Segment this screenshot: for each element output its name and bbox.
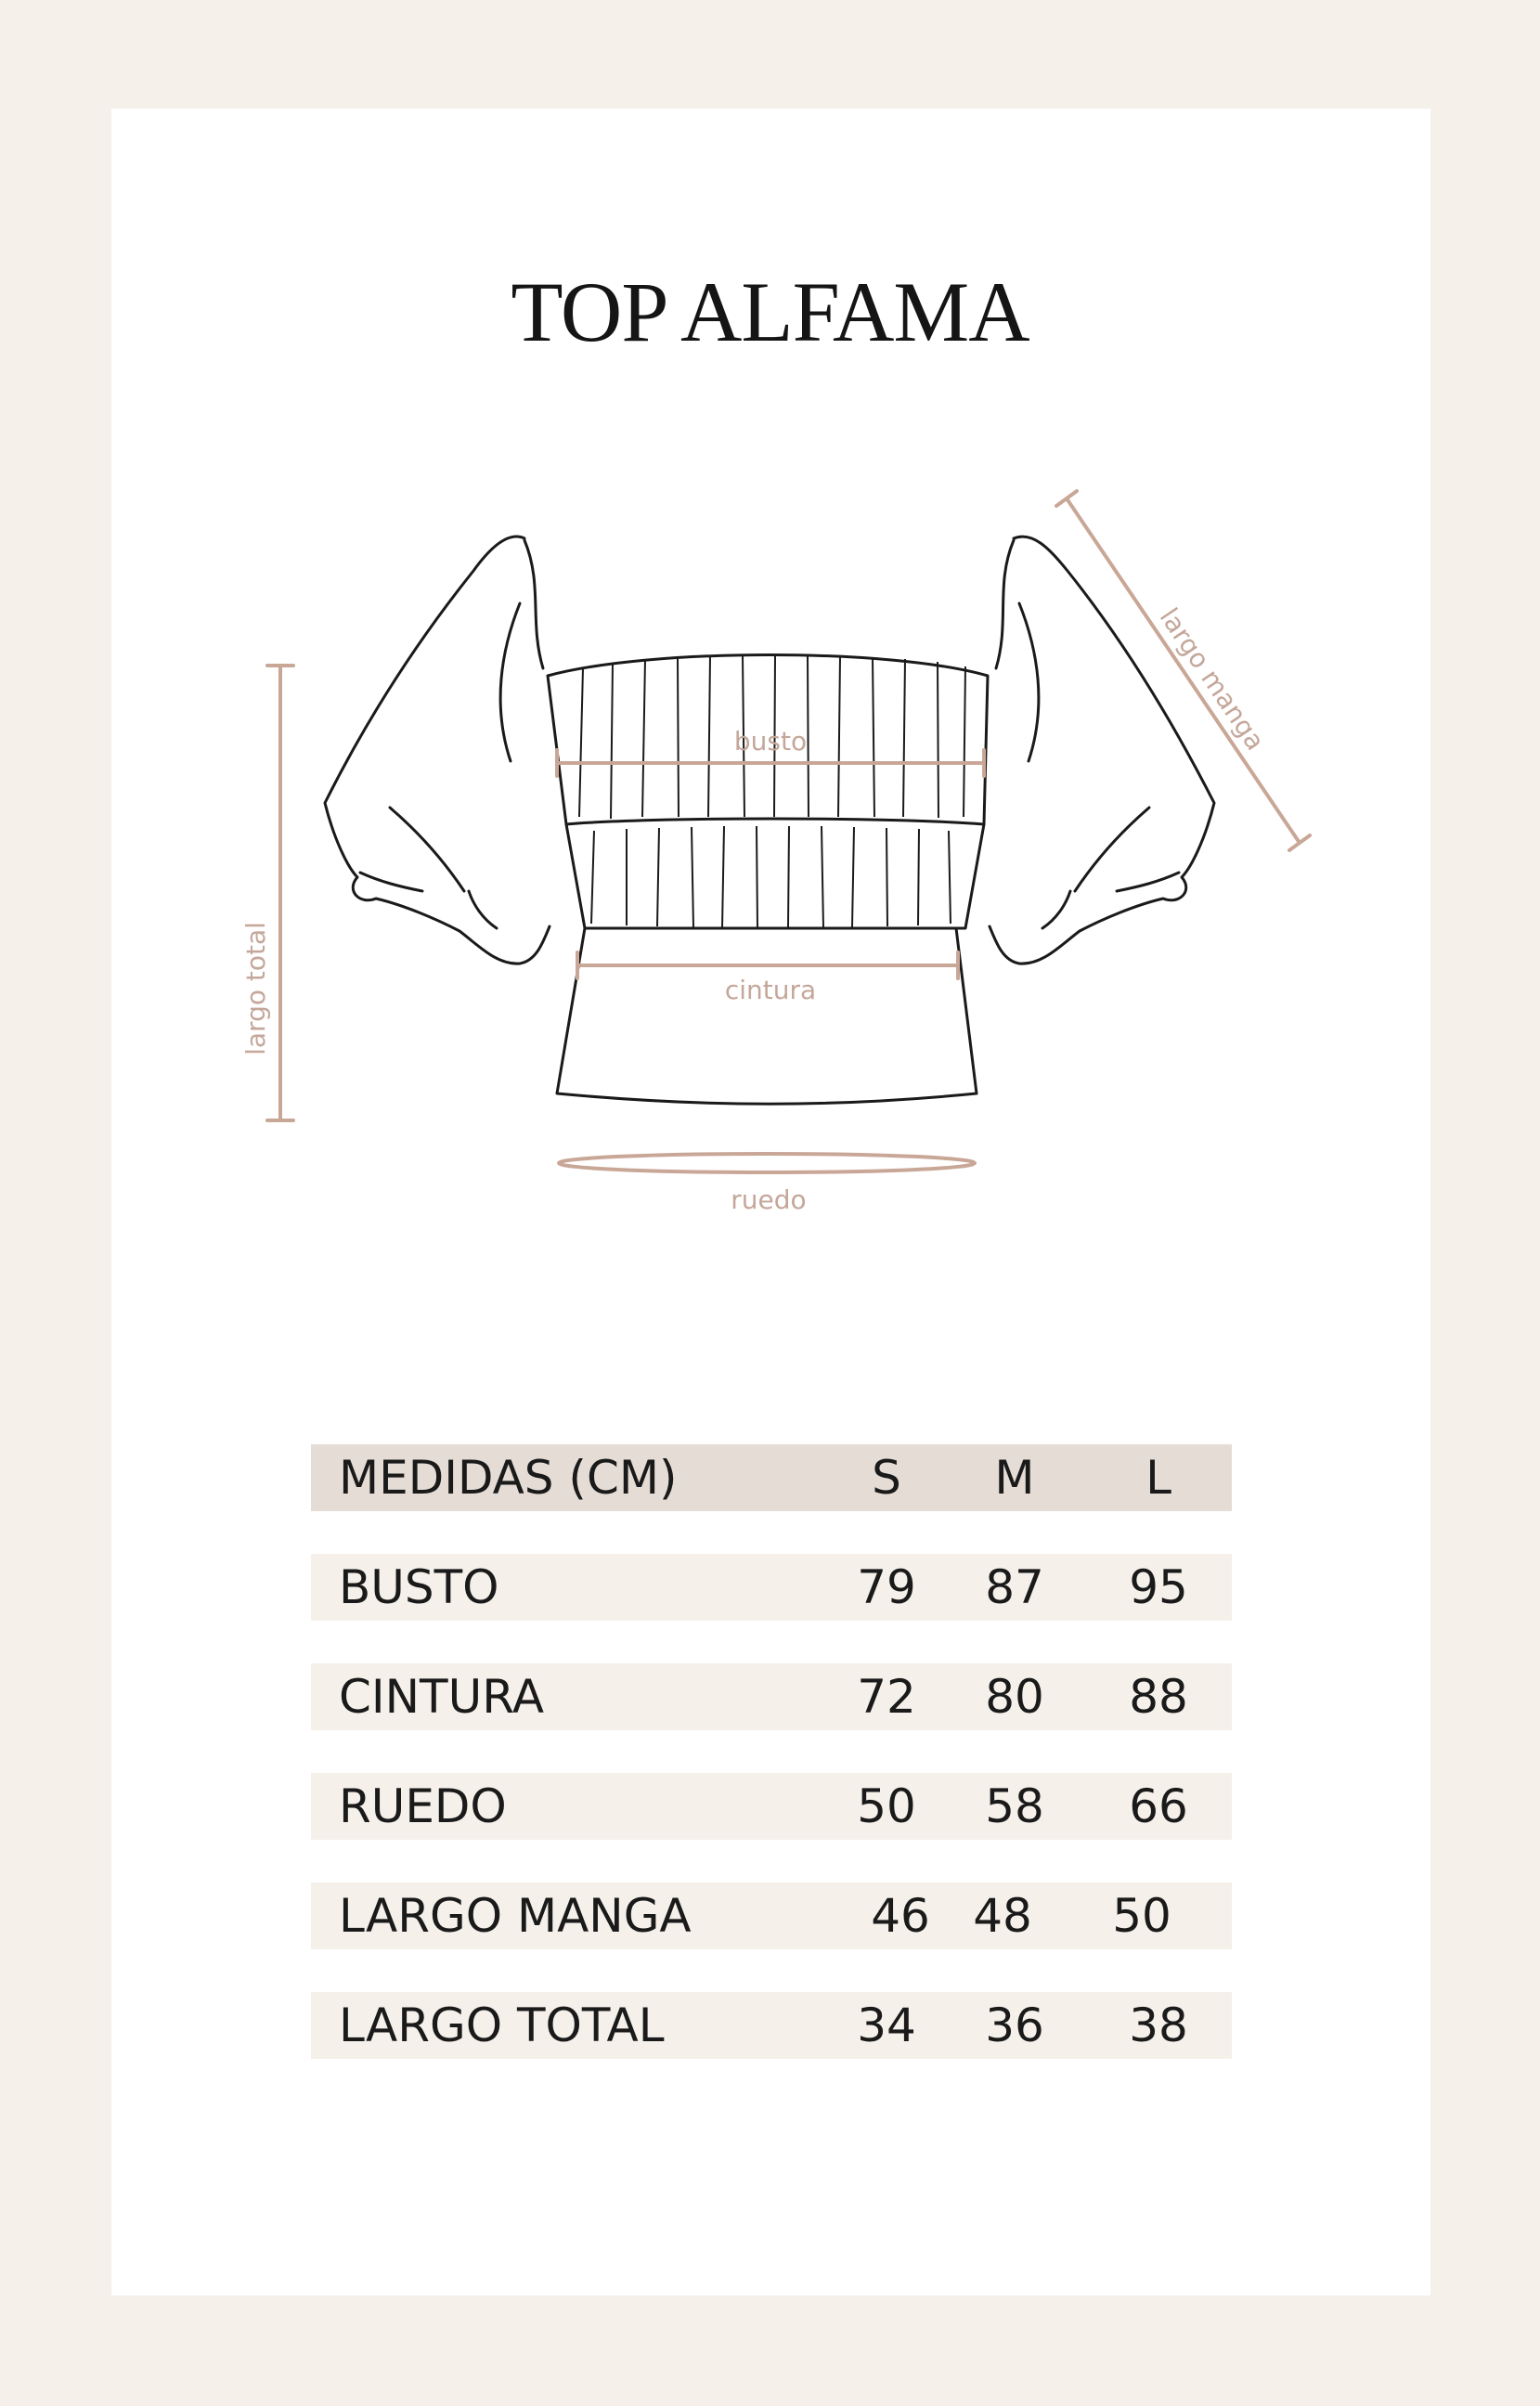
peplum-outline: [557, 928, 977, 1104]
cell-s: 72: [857, 1670, 916, 1724]
row-label: RUEDO: [339, 1779, 507, 1833]
cell-s: 34: [857, 1999, 916, 2052]
largo-total-label: largo total: [240, 922, 271, 1055]
table-header-row: [311, 1444, 1232, 1511]
row-label: LARGO MANGA: [339, 1889, 692, 1943]
product-title: TOP ALFAMA: [511, 265, 1029, 359]
cell-m: 80: [985, 1670, 1044, 1724]
cell-m: 87: [985, 1560, 1044, 1614]
cell-m: 36: [985, 1999, 1044, 2052]
cell-l: 66: [1129, 1779, 1188, 1833]
row-label: CINTURA: [339, 1670, 545, 1724]
largo-manga-label: largo manga: [1153, 602, 1272, 757]
cell-m: 48: [973, 1889, 1032, 1943]
largo-manga-measure-line: [1056, 491, 1310, 850]
bodice-outline: [548, 655, 988, 929]
table-row: [311, 1773, 1232, 1840]
cell-l: 50: [1112, 1889, 1171, 1943]
right-sleeve-outline: [990, 537, 1214, 964]
ruedo-label: ruedo: [731, 1184, 807, 1215]
row-label: LARGO TOTAL: [339, 1999, 665, 2052]
table-row: [311, 1554, 1232, 1621]
cell-m: 58: [985, 1779, 1044, 1833]
cintura-label: cintura: [724, 975, 817, 1005]
header-label: MEDIDAS (CM): [339, 1451, 678, 1505]
row-label: BUSTO: [339, 1560, 499, 1614]
cell-l: 88: [1129, 1670, 1188, 1724]
bodice-gathers: [579, 655, 965, 928]
left-sleeve-outline: [325, 537, 550, 964]
header-size-s: S: [872, 1451, 901, 1505]
cell-l: 95: [1129, 1560, 1188, 1614]
cell-s: 50: [857, 1779, 916, 1833]
cell-s: 46: [871, 1889, 930, 1943]
header-size-m: M: [994, 1451, 1035, 1505]
cell-l: 38: [1129, 1999, 1188, 2052]
busto-label: busto: [733, 726, 808, 757]
header-size-l: L: [1145, 1451, 1171, 1505]
bodice-seam: [566, 819, 984, 824]
largo-total-measure-line: [267, 666, 293, 1120]
table-row: [311, 1992, 1232, 2059]
table-row: [311, 1882, 1232, 1949]
ruedo-measure-ellipse: [559, 1154, 975, 1172]
cell-s: 79: [857, 1560, 916, 1614]
table-row: [311, 1663, 1232, 1730]
